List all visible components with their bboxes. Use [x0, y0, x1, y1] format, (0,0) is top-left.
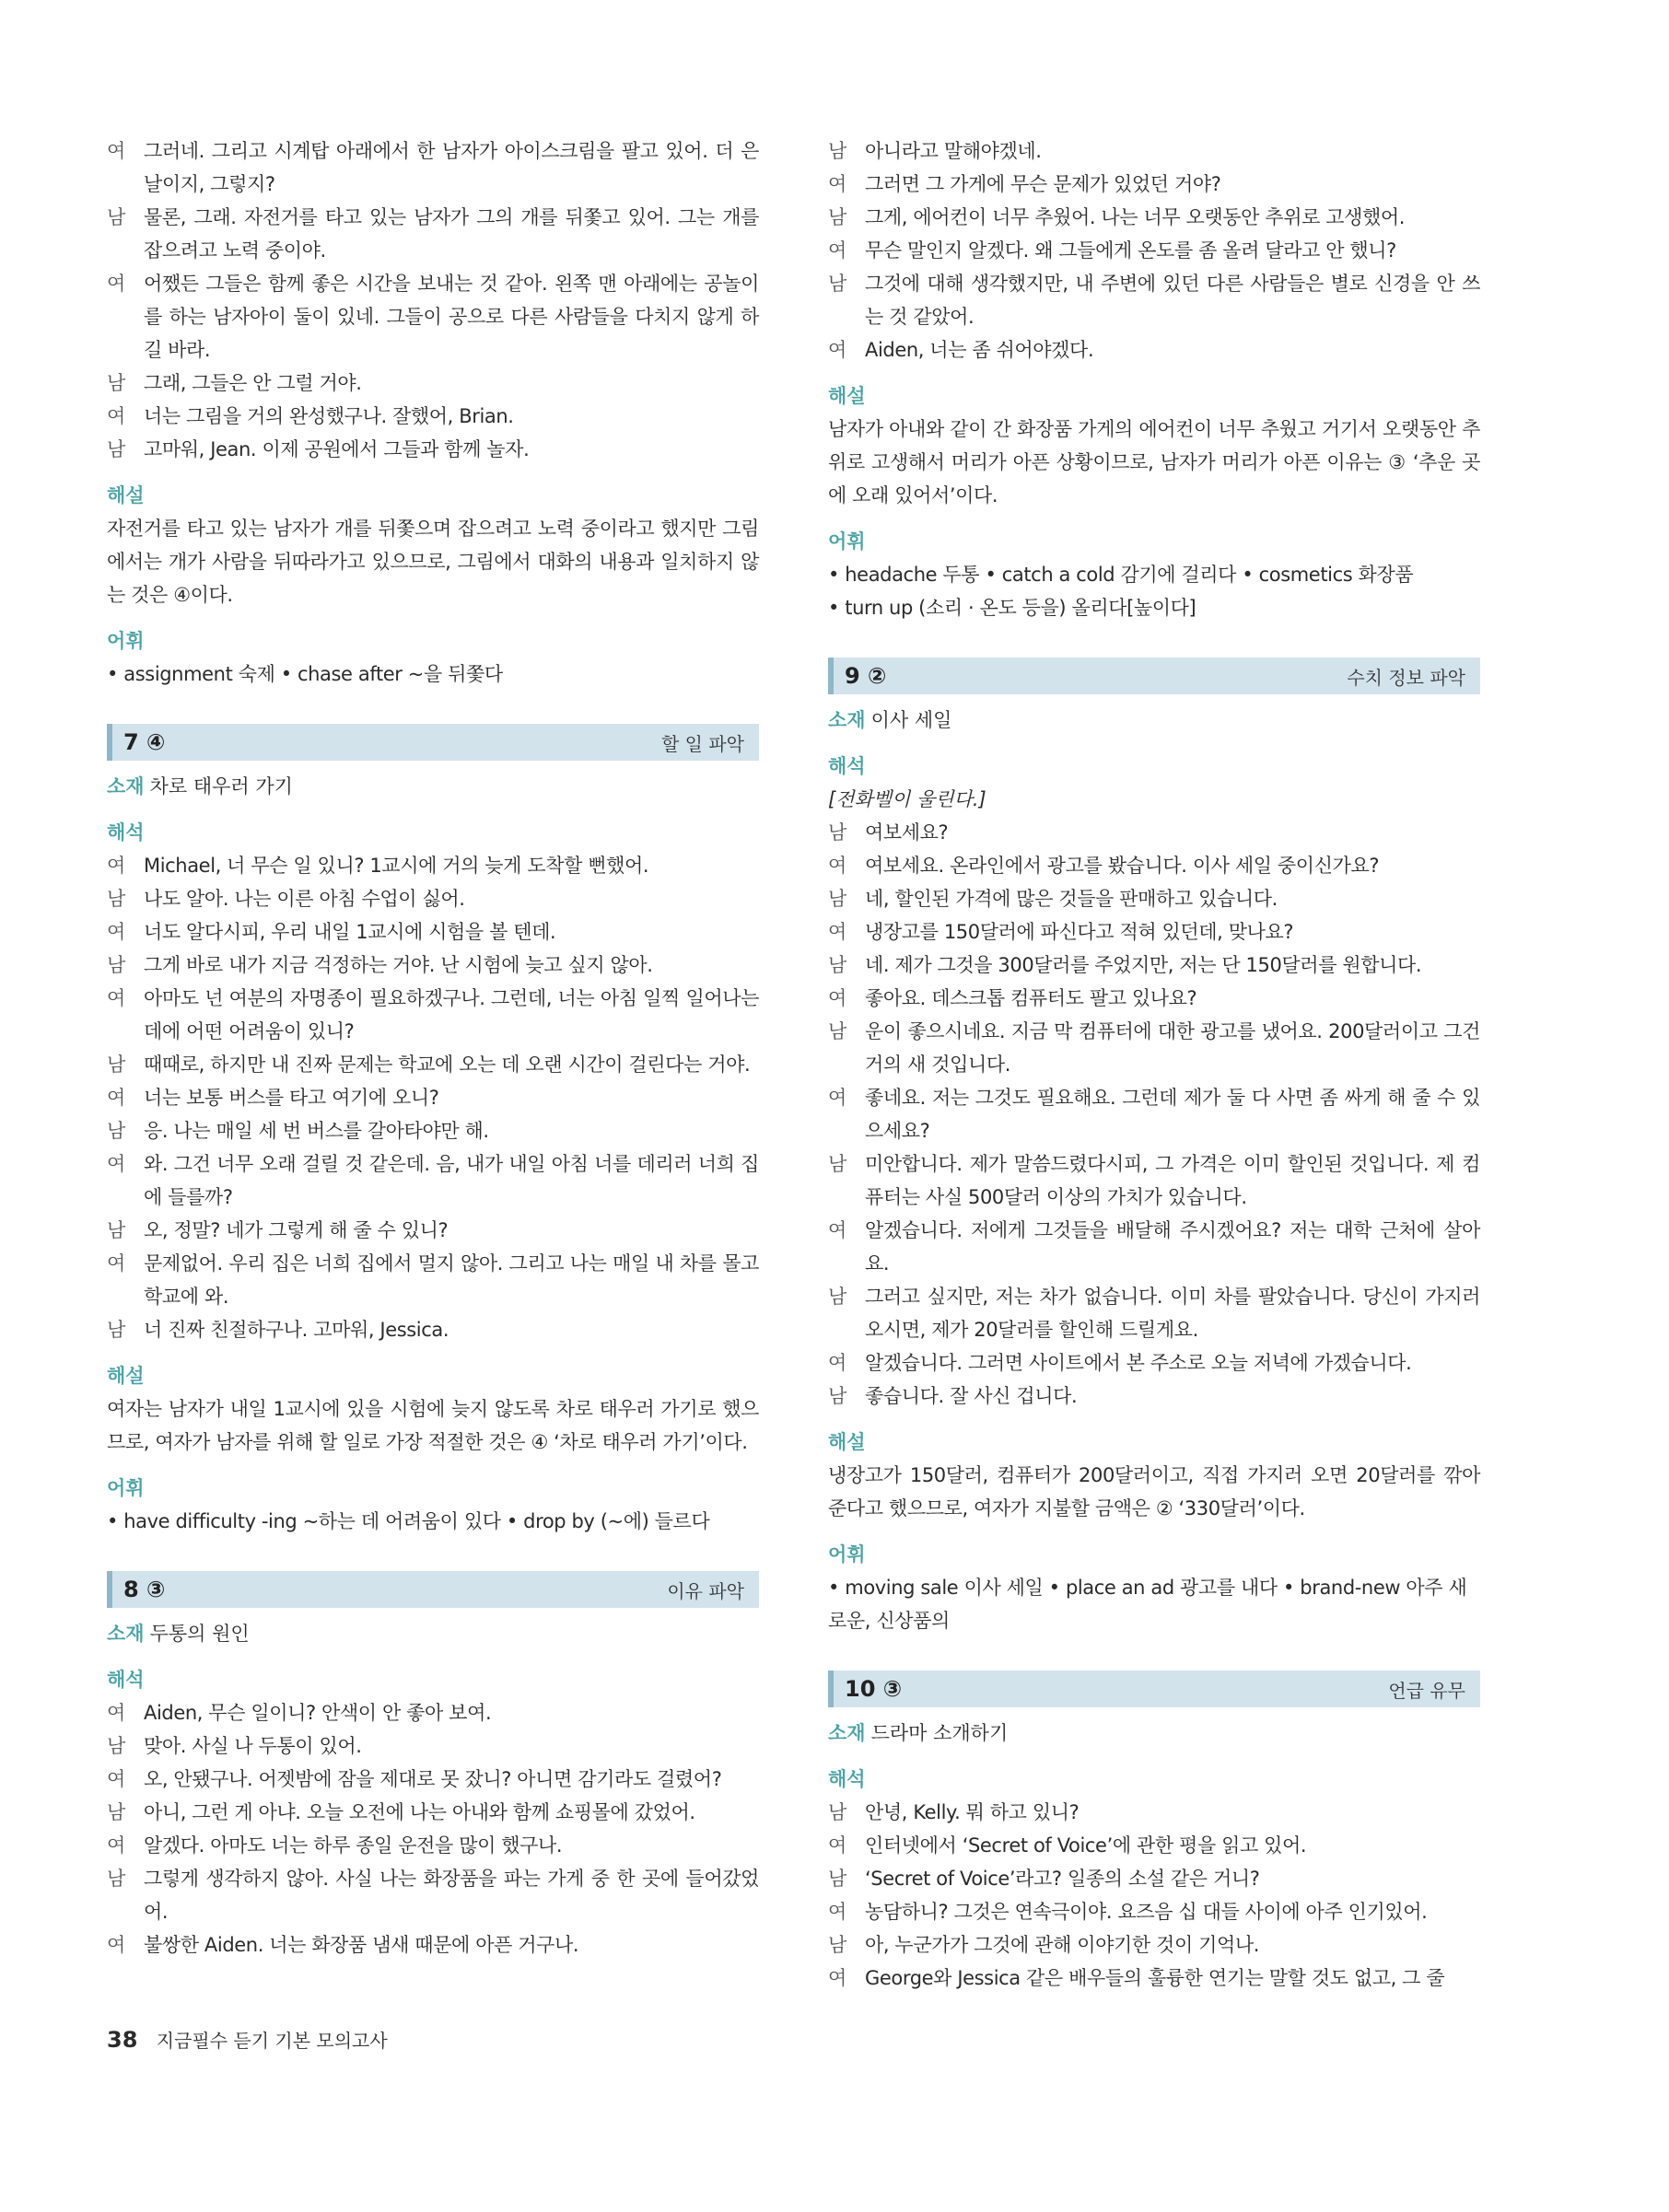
dialogue-line: [828, 234, 1480, 267]
dialogue-text: 오, 정말? 네가 그렇게 해 줄 수 있니?: [144, 1219, 449, 1241]
dialogue-block: [107, 849, 759, 1346]
speaker-label: 남: [107, 1319, 125, 1341]
speaker-label: 여: [107, 1153, 125, 1175]
dialogue-text: 문제없어. 우리 집은 너희 집에서 멀지 않아. 그리고 나는 매일 내 차를 몰고 학교에 와.: [144, 1252, 759, 1308]
dialogue-line: [828, 816, 1480, 849]
dialogue-text: 좋아요. 데스크톱 컴퓨터도 팔고 있나요?: [865, 987, 1197, 1009]
dialogue-line: [107, 1796, 759, 1829]
dialogue-line: [107, 915, 759, 949]
topic-text: 두통의 원인: [149, 1623, 250, 1645]
topic-line: [828, 704, 1480, 737]
dialogue-block: [828, 1796, 1480, 1995]
question-header-9: [828, 658, 1480, 694]
explanation-text: 자전거를 타고 있는 남자가 개를 뒤쫓으며 잡으려고 노력 중이라고 했지만 그림에서는 개가 사람을 뒤따라가고 있으므로, 그림에서 대화의 내용과 일치하지 않는 것은 ④이다.: [107, 518, 759, 606]
dialogue-line: [107, 134, 759, 201]
dialogue-block: [828, 134, 1480, 367]
dialogue-line: [107, 982, 759, 1048]
dialogue-text: 농담하니? 그것은 연속극이야. 요즈음 십 대들 사이에 아주 인기있어.: [865, 1901, 1428, 1923]
topic-key: 소재: [107, 1623, 145, 1645]
speaker-label: 여: [107, 1834, 125, 1857]
section-label: 해설: [828, 385, 866, 407]
dialogue-line: [828, 134, 1480, 168]
speaker-label: 여: [828, 1967, 846, 1989]
dialogue-line: [828, 1346, 1480, 1380]
speaker-label: 남: [828, 140, 846, 162]
dialogue-text: 너는 보통 버스를 타고 여기에 오니?: [144, 1087, 439, 1109]
speaker-label: 남: [828, 954, 846, 976]
dialogue-text: 무슨 말인지 알겠다. 왜 그들에게 온도를 좀 올려 달라고 안 했니?: [865, 239, 1396, 262]
dialogue-text: 그러고 싶지만, 저는 차가 없습니다. 이미 차를 팔았습니다. 당신이 가지러 오시면, 제가 20달러를 할인해 드릴게요.: [865, 1286, 1480, 1341]
dialogue-text: Aiden, 무슨 일이니? 안색이 안 좋아 보여.: [144, 1702, 492, 1724]
vocabulary-text: • turn up (소리 · 온도 등을) 올리다[높이다]: [828, 597, 1196, 619]
dialogue-line: [828, 949, 1480, 982]
dialogue-text: 여보세요. 온라인에서 광고를 봤습니다. 이사 세일 중이신가요?: [865, 855, 1380, 877]
speaker-label: 여: [828, 339, 846, 361]
dialogue-text: 인터넷에서 ‘Secret of Voice’에 관한 평을 읽고 있어.: [865, 1834, 1307, 1857]
speaker-label: 남: [828, 1020, 846, 1042]
speaker-label: 여: [828, 1219, 846, 1241]
dialogue-line: [828, 1928, 1480, 1962]
dialogue-line: [107, 1313, 759, 1346]
dialogue-line: [107, 1696, 759, 1729]
right-column: [828, 134, 1480, 1995]
topic-text: 이사 세일: [870, 709, 952, 731]
question-number: 8 ③: [123, 1577, 166, 1602]
dialogue-text: 불쌍한 Aiden. 너는 화장품 냄새 때문에 아픈 거구나.: [144, 1934, 579, 1956]
topic-text: 드라마 소개하기: [870, 1722, 1009, 1744]
dialogue-line: [107, 1729, 759, 1763]
speaker-label: 여: [828, 855, 846, 877]
dialogue-text: 네, 할인된 가격에 많은 것들을 판매하고 있습니다.: [865, 888, 1278, 910]
topic-key: 소재: [828, 709, 866, 731]
dialogue-line: [828, 1147, 1480, 1214]
section-label: 어휘: [107, 630, 145, 652]
dialogue-line: [828, 1214, 1480, 1280]
speaker-label: 여: [107, 1768, 125, 1790]
dialogue-line: [107, 1862, 759, 1928]
dialogue-text: 여보세요?: [865, 821, 949, 844]
dialogue-line: [828, 267, 1480, 333]
section-label: 어휘: [107, 1477, 145, 1499]
dialogue-text: 너는 그림을 거의 완성했구나. 잘했어, Brian.: [144, 405, 514, 427]
dialogue-text: 너 진짜 친절하구나. 고마워, Jessica.: [144, 1319, 449, 1341]
dialogue-line: [107, 1928, 759, 1962]
dialogue-line: [828, 1280, 1480, 1346]
speaker-label: 여: [107, 140, 125, 162]
speaker-label: 남: [828, 888, 846, 910]
speaker-label: 여: [828, 1901, 846, 1923]
speaker-label: 여: [828, 239, 846, 262]
speaker-label: 여: [107, 1702, 125, 1724]
dialogue-text: 알겠습니다. 그러면 사이트에서 본 주소로 오늘 저녁에 가겠습니다.: [865, 1352, 1412, 1374]
topic-key: 소재: [107, 775, 145, 797]
section-label: 어휘: [828, 530, 866, 553]
dialogue-text: 때때로, 하지만 내 진짜 문제는 학교에 오는 데 오랜 시간이 걸린다는 거야.: [144, 1054, 751, 1076]
dialogue-text: 그게, 에어컨이 너무 추웠어. 나는 너무 오랫동안 추위로 고생했어.: [865, 206, 1406, 228]
speaker-label: 여: [828, 1834, 846, 1857]
dialogue-line: [828, 168, 1480, 201]
speaker-label: 남: [107, 438, 125, 460]
section-label: 해설: [828, 1431, 866, 1453]
dialogue-line: [107, 1247, 759, 1313]
dialogue-text: 응. 나는 매일 세 번 버스를 갈아타야만 해.: [144, 1120, 489, 1142]
dialogue-text: 냉장고를 150달러에 파신다고 적혀 있던데, 맞나요?: [865, 921, 1294, 943]
vocabulary-text: • assignment 숙제 • chase after ~을 뒤쫓다: [107, 663, 503, 685]
section-label: 해석: [828, 755, 866, 777]
dialogue-text: 오, 안됐구나. 어젯밤에 잠을 제대로 못 잤니? 아니면 감기라도 걸렸어?: [144, 1768, 722, 1790]
dialogue-line: [107, 400, 759, 433]
dialogue-line: [828, 849, 1480, 882]
dialogue-text: 미안합니다. 제가 말씀드렸다시피, 그 가격은 이미 할인된 것입니다. 제 컴퓨터는 사실 500달러 이상의 가치가 있습니다.: [865, 1153, 1480, 1208]
dialogue-block: [107, 1696, 759, 1962]
speaker-label: 남: [107, 954, 125, 976]
speaker-label: 여: [107, 1934, 125, 1956]
dialogue-line: [107, 267, 759, 367]
speaker-label: 남: [107, 888, 125, 910]
dialogue-text: 아니, 그런 게 아냐. 오늘 오전에 나는 아내와 함께 쇼핑몰에 갔었어.: [144, 1801, 695, 1823]
dialogue-text: 네. 제가 그것을 300달러를 주었지만, 저는 단 150달러를 원합니다.: [865, 954, 1422, 976]
dialogue-text: 아마도 넌 여분의 자명종이 필요하겠구나. 그런데, 너는 아침 일찍 일어나는 데에 어떤 어려움이 있니?: [144, 987, 759, 1042]
topic-line: [107, 770, 759, 803]
speaker-label: 남: [107, 1801, 125, 1823]
speaker-label: 여: [828, 173, 846, 195]
speaker-label: 남: [828, 1801, 846, 1823]
section-label: 어휘: [828, 1543, 866, 1566]
dialogue-line: [828, 1015, 1480, 1081]
dialogue-text: 와. 그건 너무 오래 걸릴 것 같은데. 음, 내가 내일 아침 너를 데리러 너희 집에 들를까?: [144, 1153, 759, 1208]
section-label: 해석: [107, 1669, 145, 1691]
dialogue-text: 안녕, Kelly. 뭐 하고 있니?: [865, 1801, 1080, 1823]
dialogue-text: 물론, 그래. 자전거를 타고 있는 남자가 그의 개를 뒤쫓고 있어. 그는 개를 잡으려고 노력 중이야.: [144, 206, 759, 262]
dialogue-text: 나도 알아. 나는 이른 아침 수업이 싫어.: [144, 888, 465, 910]
dialogue-line: [107, 201, 759, 267]
dialogue-line: [828, 1962, 1480, 1995]
dialogue-line: [828, 201, 1480, 234]
speaker-label: 여: [828, 1352, 846, 1374]
speaker-label: 여: [107, 921, 125, 943]
dialogue-text: 그래, 그들은 안 그럴 거야.: [144, 372, 362, 394]
question-number: 9 ②: [845, 663, 887, 689]
speaker-label: 남: [107, 1120, 125, 1142]
dialogue-text: 좋습니다. 잘 사신 겁니다.: [865, 1385, 1078, 1407]
speaker-label: 남: [107, 1868, 125, 1890]
dialogue-text: 알겠습니다. 저에게 그것들을 배달해 주시겠어요? 저는 대학 근처에 살아요.: [865, 1219, 1480, 1275]
dialogue-text: 어쨌든 그들은 함께 좋은 시간을 보내는 것 같아. 왼쪽 맨 아래에는 공놀이를 하는 남자아이 둘이 있네. 그들이 공으로 다른 사람들을 다치지 않게 하길 바라.: [144, 273, 759, 361]
dialogue-text: 그것에 대해 생각했지만, 내 주변에 있던 다른 사람들은 별로 신경을 안 쓰는 것 같았어.: [865, 273, 1480, 328]
speaker-label: 남: [107, 1735, 125, 1757]
dialogue-line: [107, 1214, 759, 1247]
speaker-label: 남: [828, 273, 846, 295]
speaker-label: 여: [107, 1252, 125, 1275]
dialogue-text: 그러네. 그리고 시계탑 아래에서 한 남자가 아이스크림을 팔고 있어. 더 은 날이지, 그렇지?: [144, 140, 759, 195]
dialogue-text: George와 Jessica 같은 배우들의 훌륭한 연기는 말할 것도 없고, 그 줄: [865, 1967, 1445, 1989]
question-type: 할 일 파악: [661, 732, 744, 755]
dialogue-text: 좋네요. 저는 그것도 필요해요. 그런데 제가 둘 다 사면 좀 싸게 해 줄 수 있으세요?: [865, 1087, 1480, 1142]
dialogue-text: 그렇게 생각하지 않아. 사실 나는 화장품을 파는 가게 중 한 곳에 들어갔었어.: [144, 1868, 759, 1923]
speaker-label: 여: [828, 921, 846, 943]
question-header-8: [107, 1571, 759, 1608]
speaker-label: 남: [107, 206, 125, 228]
speaker-label: 남: [828, 1153, 846, 1175]
topic-line: [107, 1617, 759, 1650]
dialogue-text: 그러면 그 가게에 무슨 문제가 있었던 거야?: [865, 173, 1221, 195]
speaker-label: 남: [107, 1219, 125, 1241]
dialogue-text: ‘Secret of Voice’라고? 일종의 소설 같은 거니?: [865, 1868, 1260, 1890]
dialogue-block: [107, 134, 759, 466]
dialogue-line: [828, 1829, 1480, 1862]
dialogue-line: [107, 1763, 759, 1796]
dialogue-line: [107, 1081, 759, 1114]
speaker-label: 남: [828, 1868, 846, 1890]
dialogue-line: [828, 915, 1480, 949]
left-column: [107, 134, 759, 1962]
dialogue-line: [828, 982, 1480, 1015]
question-number: 10 ③: [845, 1676, 903, 1702]
dialogue-line: [107, 433, 759, 466]
dialogue-line: [107, 1048, 759, 1081]
section-label: 해설: [107, 484, 145, 506]
question-type: 수치 정보 파악: [1347, 666, 1465, 689]
topic-key: 소재: [828, 1722, 866, 1744]
page-footer: [107, 2026, 388, 2053]
section-label: 해설: [107, 1365, 145, 1387]
topic-line: [828, 1717, 1480, 1750]
section-label: 해석: [107, 821, 145, 844]
speaker-label: 여: [107, 1087, 125, 1109]
dialogue-line: [107, 1114, 759, 1147]
dialogue-text: 알겠다. 아마도 너는 하루 종일 운전을 많이 했구나.: [144, 1834, 563, 1857]
dialogue-text: 아니라고 말해야겠네.: [865, 140, 1042, 162]
dialogue-line: [828, 882, 1480, 915]
vocabulary-text: • have difficulty -ing ~하는 데 어려움이 있다 • drop by (~에) 들르다: [107, 1510, 710, 1532]
speaker-label: 남: [828, 821, 846, 844]
page-number: 38: [107, 2027, 138, 2053]
book-title: 지금필수 듣기 기본 모의고사: [156, 2030, 388, 2052]
speaker-label: 여: [107, 273, 125, 295]
speaker-label: 여: [828, 1087, 846, 1109]
speaker-label: 남: [107, 372, 125, 394]
dialogue-text: Michael, 너 무슨 일 있니? 1교시에 거의 늦게 도착할 뻔했어.: [144, 855, 649, 877]
question-type: 이유 파악: [667, 1579, 744, 1602]
speaker-label: 여: [107, 987, 125, 1009]
dialogue-block: [828, 816, 1480, 1413]
dialogue-line: [828, 333, 1480, 367]
speaker-label: 남: [828, 206, 846, 228]
dialogue-line: [828, 1796, 1480, 1829]
stage-direction: [전화벨이 울린다.]: [828, 788, 986, 810]
dialogue-text: Aiden, 너는 좀 쉬어야겠다.: [865, 339, 1094, 361]
dialogue-line: [107, 849, 759, 882]
speaker-label: 여: [107, 855, 125, 877]
speaker-label: 남: [828, 1385, 846, 1407]
speaker-label: 여: [107, 405, 125, 427]
dialogue-text: 너도 알다시피, 우리 내일 1교시에 시험을 볼 텐데.: [144, 921, 556, 943]
dialogue-text: 아, 누군가가 그것에 관해 이야기한 것이 기억나.: [865, 1934, 1260, 1956]
vocabulary-text: • headache 두통 • catch a cold 감기에 걸리다 • cosmetics 화장품: [828, 564, 1414, 586]
explanation-text: 여자는 남자가 내일 1교시에 있을 시험에 늦지 않도록 차로 태우러 가기로 했으므로, 여자가 남자를 위해 할 일로 가장 적절한 것은 ④ ‘차로 태우러 가기’이다.: [107, 1398, 759, 1453]
dialogue-line: [107, 367, 759, 400]
topic-text: 차로 태우러 가기: [149, 775, 293, 797]
question-type: 언급 유무: [1388, 1679, 1465, 1702]
dialogue-line: [828, 1380, 1480, 1413]
dialogue-line: [107, 882, 759, 915]
dialogue-text: 운이 좋으시네요. 지금 막 컴퓨터에 대한 광고를 냈어요. 200달러이고 그건 거의 새 것입니다.: [865, 1020, 1480, 1076]
speaker-label: 남: [107, 1054, 125, 1076]
explanation-text: 남자가 아내와 같이 간 화장품 가게의 에어컨이 너무 추웠고 거기서 오랫동안 추위로 고생해서 머리가 아픈 상황이므로, 남자가 머리가 아픈 이유는 ③ ‘추운 곳에 오래 있어서’이다.: [828, 418, 1480, 506]
question-header-10: [828, 1671, 1480, 1707]
dialogue-line: [828, 1862, 1480, 1895]
dialogue-line: [107, 1147, 759, 1214]
speaker-label: 남: [828, 1934, 846, 1956]
vocabulary-text: • moving sale 이사 세일 • place an ad 광고를 내다 • brand-new 아주 새로운, 신상품의: [828, 1577, 1467, 1632]
question-header-7: [107, 724, 759, 761]
dialogue-text: 맞아. 사실 나 두통이 있어.: [144, 1735, 362, 1757]
dialogue-line: [828, 1081, 1480, 1147]
explanation-text: 냉장고가 150달러, 컴퓨터가 200달러이고, 직접 가지러 오면 20달러를 깎아 준다고 했으므로, 여자가 지불할 금액은 ② ‘330달러’이다.: [828, 1464, 1480, 1519]
speaker-label: 남: [828, 1286, 846, 1308]
speaker-label: 여: [828, 987, 846, 1009]
dialogue-line: [828, 1895, 1480, 1928]
dialogue-text: 그게 바로 내가 지금 걱정하는 거야. 난 시험에 늦고 싶지 않아.: [144, 954, 653, 976]
section-label: 해석: [828, 1768, 866, 1790]
dialogue-line: [107, 1829, 759, 1862]
dialogue-line: [107, 949, 759, 982]
dialogue-text: 고마워, Jean. 이제 공원에서 그들과 함께 놀자.: [144, 438, 530, 460]
question-number: 7 ④: [123, 729, 166, 755]
